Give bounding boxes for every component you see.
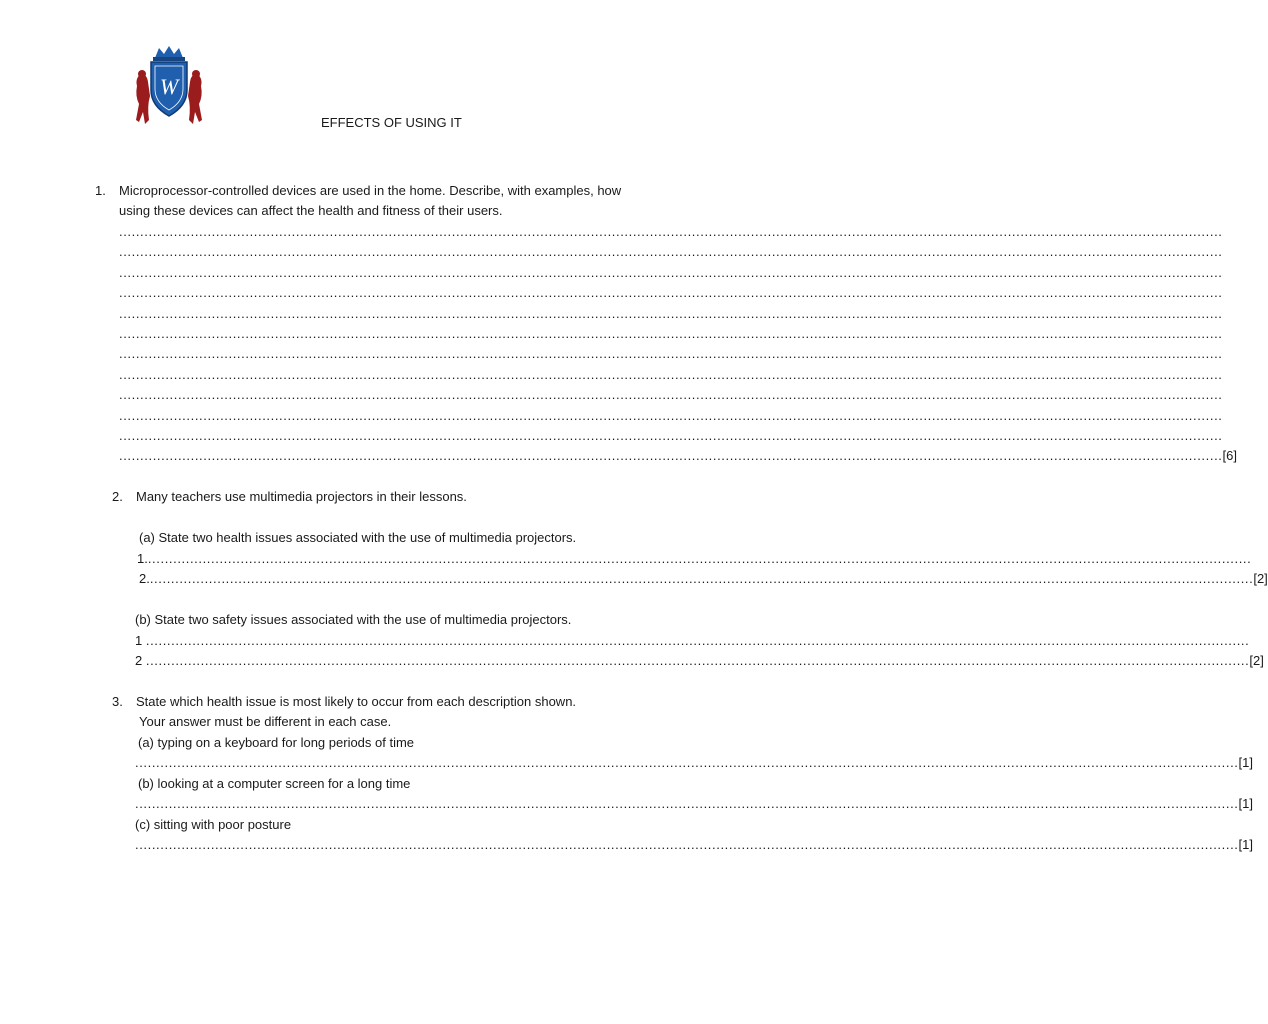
q2b-answer-line-2[interactable]: 2 ...................................................................................................................................................................................................................................................................... [2]: [135, 651, 677, 671]
q1-answer-line[interactable]: ......................................................................................................................................................................................................................................................................: [119, 387, 1223, 403]
q3a-text: (a) typing on a keyboard for long periods of time: [138, 735, 415, 750]
q1-answer-line[interactable]: ......................................................................................................................................................................................................................................................................: [119, 285, 1223, 301]
q1-text-line2: using these devices can affect the health and fitness of their users.: [119, 203, 503, 218]
q3a-marks: [1]: [1238, 755, 1253, 770]
q2b-answer-line-1[interactable]: 1 ......................................................................................................................................................................................................................................................................: [135, 633, 1250, 648]
q1-answer-line[interactable]: ......................................................................................................................................................................................................................................................................: [119, 407, 1223, 423]
q1-answer-dots: ......................................................................................................................................................................................................................................................................: [119, 448, 1223, 463]
q2b-marks: [2]: [1249, 653, 1264, 668]
q2a-answer-line-2[interactable]: 2. ...................................................................................................................................................................................................................................................................... [2]: [139, 569, 677, 589]
q1-marks: [6]: [1222, 448, 1237, 463]
q1-answer-line[interactable]: ......................................................................................................................................................................................................................................................................: [119, 366, 1223, 382]
q2b-text: (b) State two safety issues associated with the use of multimedia projectors.: [135, 612, 572, 627]
page-title: EFFECTS OF USING IT: [321, 115, 462, 130]
q3-text-line2: Your answer must be different in each case.: [139, 714, 392, 729]
q3a-answer-line[interactable]: ...................................................................................................................................................................................................................................................................... [1]: [135, 753, 677, 773]
q1-answer-line[interactable]: ......................................................................................................................................................................................................................................................................: [119, 264, 1223, 280]
q1-answer-line[interactable]: ......................................................................................................................................................................................................................................................................: [119, 244, 1223, 260]
q3b-answer-line[interactable]: ...................................................................................................................................................................................................................................................................... [1]: [135, 794, 677, 814]
q2a-marks: [2]: [1253, 571, 1268, 586]
q1-text-line1: Microprocessor-controlled devices are used in the home. Describe, with examples, how: [119, 183, 622, 198]
q2a-answer-line-1[interactable]: 1. ......................................................................................................................................................................................................................................................................: [137, 551, 1252, 566]
q1-answer-line[interactable]: ......................................................................................................................................................................................................................................................................: [119, 326, 1223, 341]
q3b-marks: [1]: [1238, 796, 1253, 811]
q3c-text: (c) sitting with poor posture: [135, 817, 292, 832]
q3c-marks: [1]: [1238, 837, 1253, 852]
q1-answer-line[interactable]: ......................................................................................................................................................................................................................................................................: [119, 346, 1223, 362]
q1-answer-line-final[interactable]: [119, 446, 1237, 466]
svg-text:W: W: [159, 74, 179, 99]
q3-number: 3.: [112, 694, 123, 709]
school-crest-logo: [133, 44, 205, 130]
q1-number: 1.: [95, 183, 106, 198]
q3c-answer-line[interactable]: ...................................................................................................................................................................................................................................................................... [1]: [135, 835, 677, 855]
q2-text: Many teachers use multimedia projectors in their lessons.: [136, 489, 467, 504]
q1-answer-line[interactable]: ......................................................................................................................................................................................................................................................................: [119, 224, 1223, 239]
q1-answer-line[interactable]: ......................................................................................................................................................................................................................................................................: [119, 428, 1223, 443]
q2-number: 2.: [112, 489, 123, 504]
q3-text-line1: State which health issue is most likely to occur from each description shown.: [136, 694, 577, 709]
q1-answer-line[interactable]: ......................................................................................................................................................................................................................................................................: [119, 305, 1223, 321]
q2a-text: (a) State two health issues associated with the use of multimedia projectors.: [139, 530, 577, 545]
q3b-text: (b) looking at a computer screen for a long time: [138, 776, 411, 791]
